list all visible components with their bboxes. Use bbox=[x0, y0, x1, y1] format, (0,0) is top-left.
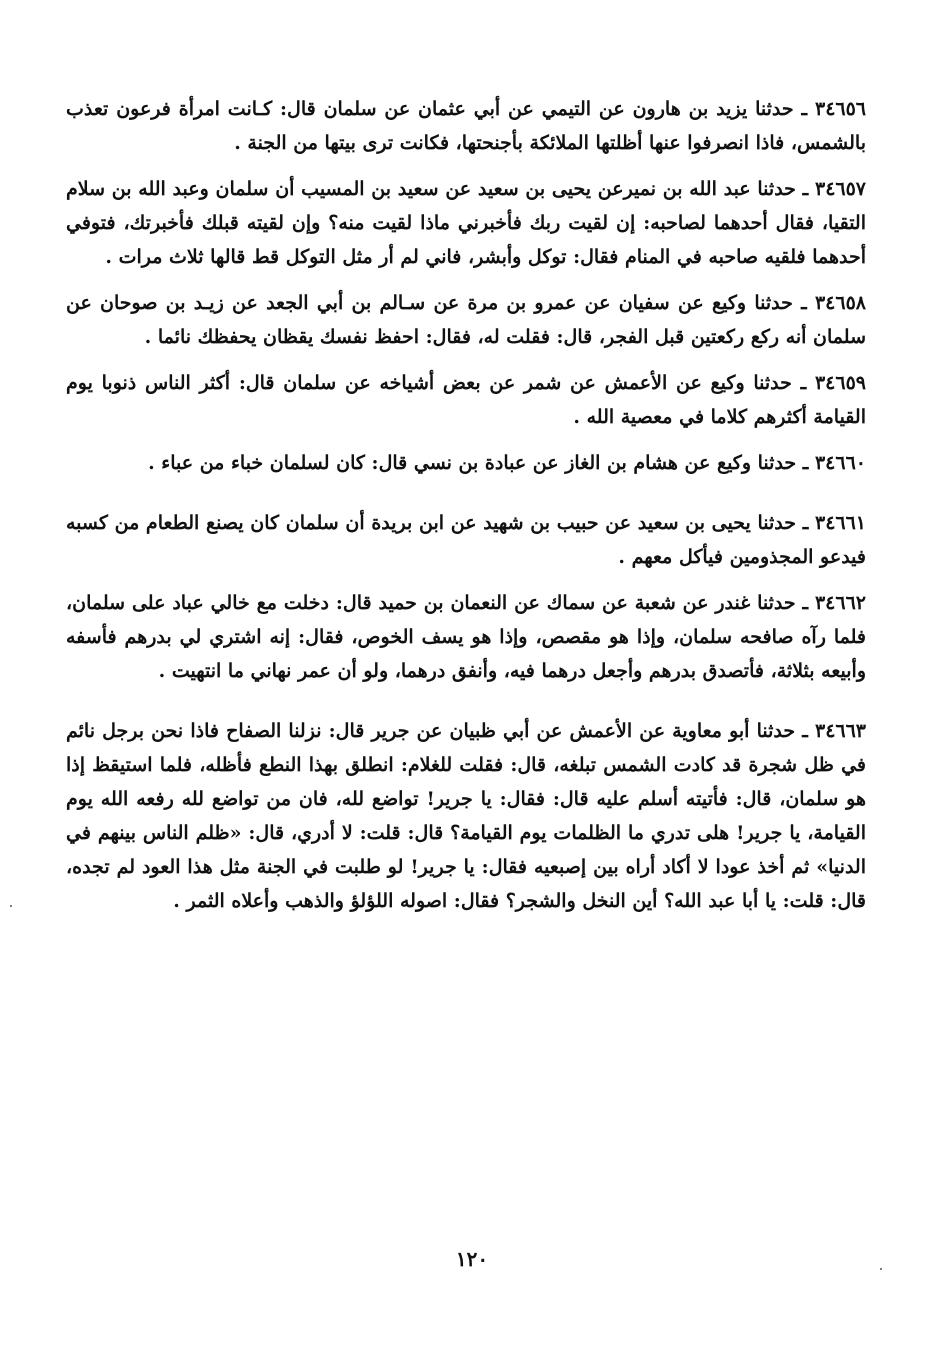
hadith-34658 bbox=[66, 286, 866, 354]
hadith-text: حدثنا غندر عن شعبة عن سماك عن النعمان بن حميد قال: دخلت مع خالي عباد على سلمان، فلما رآه صافحه سلمان، وإذا هو مقصص، وإذا هو يسف الخوص، فقال: إنه اشتري لي بدرهم فأسفه وأبيعه بثلاثة، فأتصدق بدرهم وأجعل درهما فيه، وأنفق درهما، ولو أن عمر نهاني ما انتهيت . bbox=[66, 592, 866, 682]
separator: ـ bbox=[795, 592, 815, 614]
separator: ـ bbox=[795, 720, 815, 742]
hadith-number: ٣٤٦٦٢ bbox=[814, 592, 866, 614]
scan-speck bbox=[10, 905, 12, 907]
hadith-34661 bbox=[66, 506, 866, 574]
hadith-number: ٣٤٦٥٩ bbox=[814, 372, 866, 394]
hadith-number: ٣٤٦٥٦ bbox=[814, 98, 867, 120]
hadith-34657 bbox=[66, 172, 866, 274]
hadith-34663 bbox=[66, 714, 866, 918]
hadith-number: ٣٤٦٥٨ bbox=[814, 292, 866, 314]
hadith-text: حدثنا وكيع عن سفيان عن عمرو بن مرة عن سـالم بن أبي الجعد عن زيـد بن صوحان عن سلمان أنه ركع ركعتين قبل الفجر، قال: فقلت له، فقال: احفظ نفسك يقظان يحفظك نائما . bbox=[66, 292, 866, 348]
hadith-number: ٣٤٦٦٣ bbox=[814, 720, 867, 742]
separator: ـ bbox=[791, 372, 815, 394]
separator: ـ bbox=[796, 452, 815, 474]
hadith-list bbox=[66, 92, 866, 930]
separator: ـ bbox=[792, 292, 815, 314]
scan-speck bbox=[880, 1268, 882, 1270]
hadith-text: حدثنا عبد الله بن نميرعن يحيى بن سعيد عن سعيد بن المسيب أن سلمان وعبد الله بن سلام التقيا، فقال أحدهما لصاحبه: إن لقيت ربك فأخبرني ماذا لقيت منه؟ وإن لقيته قبلك فأخبرتك، فتوفي أحدهما فلقيه صاحبه في المنام فقال: توكل وأبشر، فاني لم أر مثل التوكل قط قالها ثلاث مرات . bbox=[66, 178, 866, 268]
hadith-text: حدثنا أبو معاوية عن الأعمش عن أبي ظبيان عن جرير قال: نزلنا الصفاح فاذا نحن برجل نائم في ظل شجرة قد كادت الشمس تبلغه، قال: فقلت للغلام: انطلق بهذا النطع فأظله، فلما استيقظ إذا هو سلمان، قال: فأتيته أسلم عليه قال: فقال: يا جرير! تواضع لله، فان من تواضع لله رفعه الله يوم القيامة، يا جرير! هلى تدري ما الظلمات يوم القيامة؟ قال: قلت: لا أدري، قال: «ظلم الناس بينهم في الدنيا» ثم أخذ عودا لا أكاد أراه بين إصبعيه فقال: يا جرير! لو طلبت في الجنة مثل هذا العود لم تجده، قال: قلت: يا أبا عبد الله؟ أين النخل والشجر؟ فقال: اصوله اللؤلؤ والذهب وأعلاه الثمر . bbox=[66, 720, 866, 912]
hadith-34656 bbox=[66, 92, 866, 160]
separator: ـ bbox=[793, 98, 815, 120]
hadith-34662 bbox=[66, 586, 866, 688]
page-number: ١٢٠ bbox=[455, 1247, 489, 1271]
hadith-text: حدثنا وكيع عن هشام بن الغاز عن عبادة بن نسي قال: كان لسلمان خباء من عباء . bbox=[148, 452, 797, 474]
hadith-number: ٣٤٦٥٧ bbox=[814, 178, 867, 200]
hadith-number: ٣٤٦٦١ bbox=[814, 512, 867, 534]
hadith-text: حدثنا يزيد بن هارون عن التيمي عن أبي عثمان عن سلمان قال: كـانت امرأة فرعون تعذب بالشمس، فاذا انصرفوا عنها أظلتها الملائكة بأجنحتها، فكانت ترى بيتها من الجنة . bbox=[66, 98, 866, 154]
separator: ـ bbox=[795, 178, 815, 200]
hadith-number: ٣٤٦٦٠ bbox=[814, 452, 866, 474]
hadith-34660 bbox=[66, 446, 866, 480]
hadith-text: حدثنا يحيى بن سعيد عن حبيب بن شهيد عن ابن بريدة أن سلمان كان يصنع الطعام من كسبه فيدعو المجذومين فيأكل معهم . bbox=[66, 512, 866, 568]
hadith-text: حدثنا وكيع عن الأعمش عن شمر عن بعض أشياخه عن سلمان قال: أكثر الناس ذنوبا يوم القيامة أكثرهم كلاما في معصية الله . bbox=[66, 372, 866, 428]
separator: ـ bbox=[796, 512, 815, 534]
hadith-34659 bbox=[66, 366, 866, 434]
